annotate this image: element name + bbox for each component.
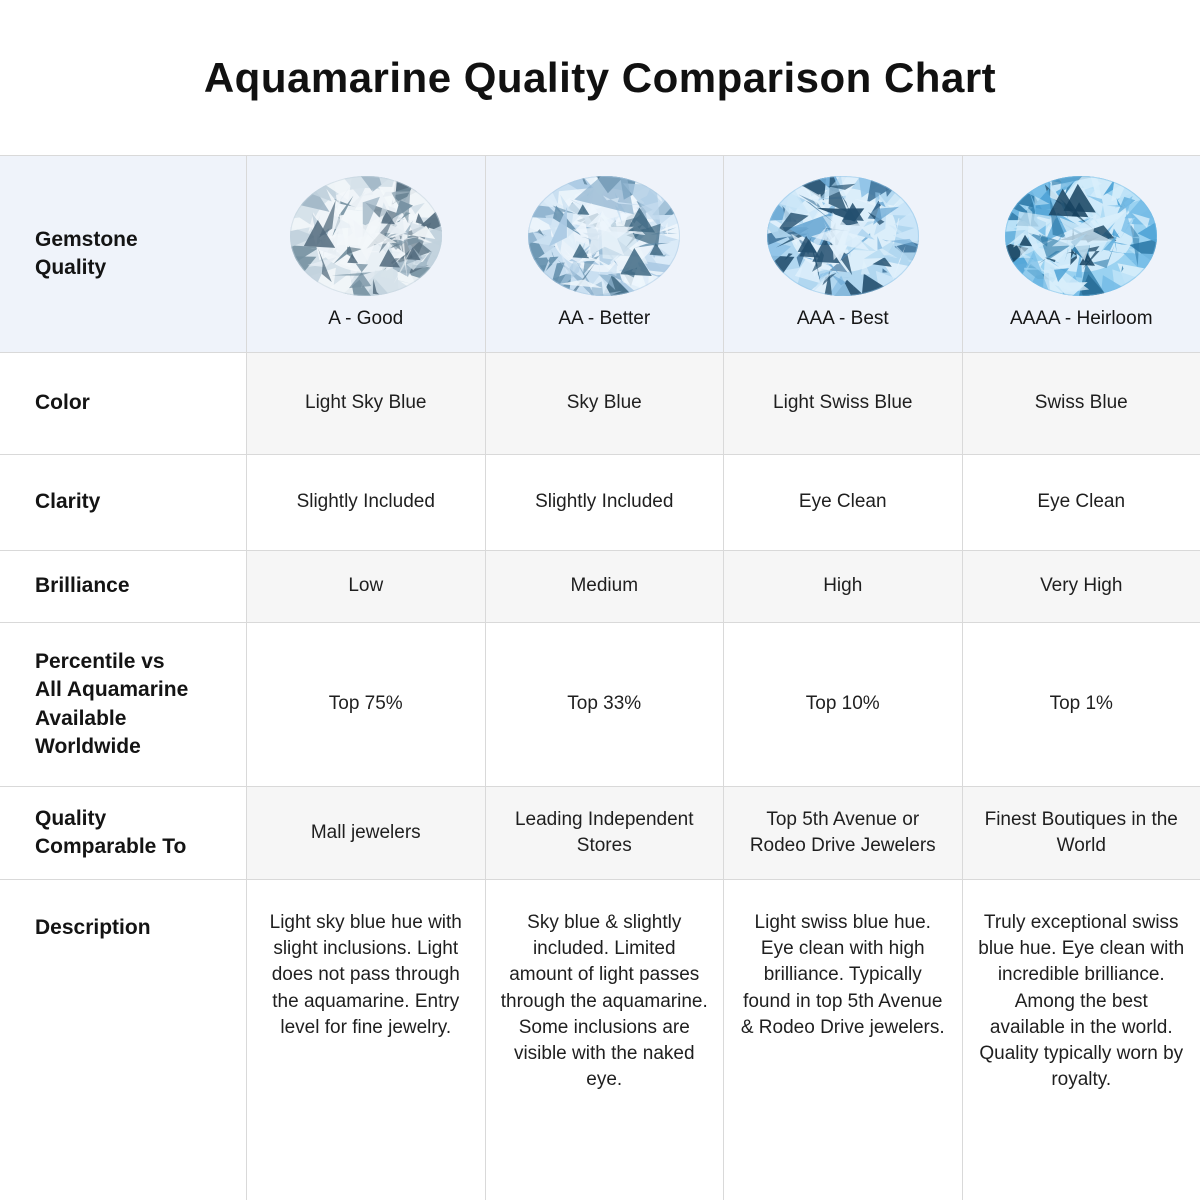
cell-percentile-aaaa: Top 1% bbox=[963, 623, 1200, 786]
cell-color-aaa: Light Swiss Blue bbox=[724, 353, 962, 454]
row-label-brilliance: Brilliance bbox=[0, 551, 246, 622]
row-label-quality-comparable: Quality Comparable To bbox=[0, 787, 246, 879]
header-row-label: Gemstone Quality bbox=[35, 227, 138, 279]
row-label-description: Description bbox=[0, 880, 246, 1200]
comparison-table bbox=[0, 155, 1200, 1200]
grade-label-aaaa: AAAA - Heirloom bbox=[1009, 308, 1153, 330]
row-label-percentile: Percentile vs All Aquamarine Available Worldwide bbox=[0, 623, 246, 786]
header-row-label-cell bbox=[0, 156, 246, 352]
cell-color-aa: Sky Blue bbox=[486, 353, 724, 454]
aquamarine-gem-a-icon bbox=[289, 175, 443, 297]
grade-label-aaa: AAA - Best bbox=[796, 308, 889, 330]
cell-comparable-aaaa: Finest Boutiques in the World bbox=[963, 787, 1200, 879]
row-label-clarity: Clarity bbox=[0, 455, 246, 550]
page-title: Aquamarine Quality Comparison Chart bbox=[203, 53, 997, 101]
cell-clarity-aa: Slightly Included bbox=[486, 455, 724, 550]
cell-description-aaa: Light swiss blue hue. Eye clean with high brilliance. Typically found in top 5th Avenue & Rodeo Drive jewelers. bbox=[724, 880, 962, 1200]
grade-column-a-good bbox=[247, 156, 485, 352]
cell-description-aaaa: Truly exceptional swiss blue hue. Eye clean with incredible brilliance. Among the best available in the world. Quality typically worn by royalty. bbox=[963, 880, 1200, 1200]
aquamarine-gem-aa-icon bbox=[527, 175, 681, 297]
cell-comparable-aaa: Top 5th Avenue or Rodeo Drive Jewelers bbox=[724, 787, 962, 879]
cell-percentile-aaa: Top 10% bbox=[724, 623, 962, 786]
cell-comparable-a: Mall jewelers bbox=[247, 787, 485, 879]
title-bar bbox=[0, 0, 1200, 155]
cell-clarity-aaaa: Eye Clean bbox=[963, 455, 1200, 550]
grade-column-aaaa-heirloom bbox=[963, 156, 1200, 352]
grade-column-aa-better bbox=[486, 156, 724, 352]
grade-label-aa: AA - Better bbox=[558, 308, 651, 330]
cell-color-a: Light Sky Blue bbox=[247, 353, 485, 454]
grade-column-aaa-best bbox=[724, 156, 962, 352]
cell-brilliance-aa: Medium bbox=[486, 551, 724, 622]
cell-color-aaaa: Swiss Blue bbox=[963, 353, 1200, 454]
cell-brilliance-aaaa: Very High bbox=[963, 551, 1200, 622]
grade-label-a: A - Good bbox=[328, 308, 404, 330]
cell-percentile-a: Top 75% bbox=[247, 623, 485, 786]
aquamarine-gem-aaaa-icon bbox=[1004, 175, 1158, 297]
cell-description-aa: Sky blue & slightly included. Limited amount of light passes through the aquamarine. Some inclusions are visible with the naked eye. bbox=[486, 880, 724, 1200]
cell-clarity-aaa: Eye Clean bbox=[724, 455, 962, 550]
aquamarine-gem-aaa-icon bbox=[766, 175, 920, 297]
cell-clarity-a: Slightly Included bbox=[247, 455, 485, 550]
cell-brilliance-aaa: High bbox=[724, 551, 962, 622]
row-label-color: Color bbox=[0, 353, 246, 454]
cell-percentile-aa: Top 33% bbox=[486, 623, 724, 786]
cell-brilliance-a: Low bbox=[247, 551, 485, 622]
cell-comparable-aa: Leading Independent Stores bbox=[486, 787, 724, 879]
cell-description-a: Light sky blue hue with slight inclusions. Light does not pass through the aquamarine. Entry level for fine jewelry. bbox=[247, 880, 485, 1200]
